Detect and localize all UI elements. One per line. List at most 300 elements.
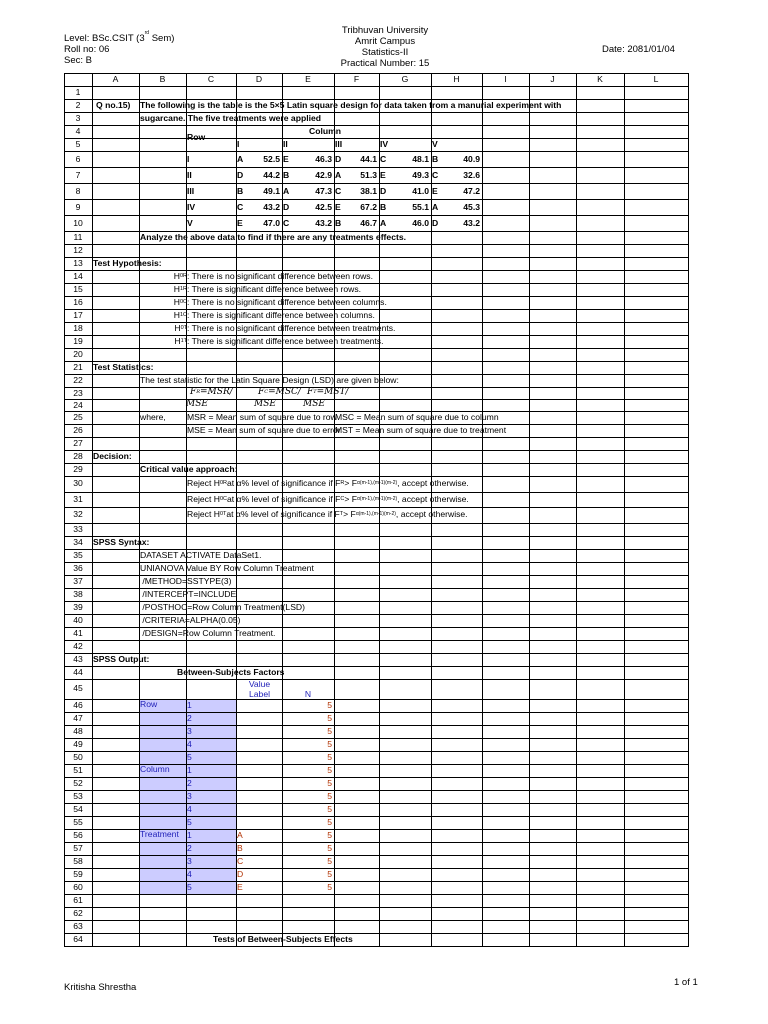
- table-col-header: III: [335, 139, 343, 150]
- grid-hline: [64, 881, 689, 882]
- column-header-k: K: [597, 74, 603, 85]
- row-number: 15: [73, 284, 83, 295]
- grid-hline: [64, 387, 689, 388]
- row-number: 12: [73, 245, 83, 256]
- hypothesis-label: [167, 309, 187, 322]
- row-number: 25: [73, 412, 83, 423]
- f-symbol: F: [190, 386, 197, 397]
- factor-level-n: 5: [327, 699, 332, 710]
- grid-hline: [64, 946, 689, 947]
- subject-text: Statistics-II: [361, 47, 409, 58]
- yield-value: 41.0: [412, 185, 429, 196]
- grid-hline: [64, 725, 689, 726]
- row-number: 23: [73, 387, 83, 398]
- factor-level-value: 2: [187, 842, 192, 853]
- f-denominator: MSE: [254, 398, 276, 409]
- row-number: 39: [73, 601, 83, 612]
- yield-value: 44.1: [360, 153, 377, 164]
- factor-level-label: [236, 738, 276, 751]
- factor-level-label: [236, 803, 276, 816]
- grid-hline: [64, 894, 689, 895]
- rule-gt: > F: [343, 509, 356, 520]
- row-number: 18: [73, 323, 83, 334]
- factor-level-value: 3: [187, 790, 192, 801]
- hypothesis-sub: 0T: [180, 324, 187, 331]
- hypothesis-h: H: [173, 297, 180, 308]
- column-header-j: J: [550, 74, 555, 85]
- f-subscript: T: [313, 388, 317, 395]
- grid-hline: [64, 244, 689, 245]
- yield-value: 45.3: [463, 201, 480, 212]
- factor-level-n: 5: [327, 881, 332, 892]
- treatment-letter: D: [283, 201, 290, 212]
- row-number: 32: [73, 509, 83, 520]
- factor-level-label: C: [237, 855, 244, 866]
- rule-mid: at α% level of significance if F: [226, 493, 341, 504]
- factor-level-value: 1: [187, 829, 192, 840]
- f-subscript: C: [264, 388, 269, 395]
- f-numerator: =MST/: [316, 386, 349, 397]
- treatment-letter: C: [335, 185, 342, 196]
- treatment-letter: B: [237, 185, 244, 196]
- hypothesis-h: H: [173, 271, 180, 282]
- yield-value: 44.2: [263, 169, 280, 180]
- yield-value: 32.6: [463, 169, 480, 180]
- grid-hline: [64, 712, 689, 713]
- table-col-header: I: [237, 139, 240, 150]
- syntax-line: /POSTHOC=Row Column Treatment(LSD): [140, 601, 305, 612]
- factor-level-n: 5: [327, 764, 332, 775]
- yield-value: 51.3: [360, 169, 377, 180]
- factor-name: Column: [140, 763, 170, 774]
- row-number: 26: [73, 425, 83, 436]
- row-number: 6: [75, 153, 81, 164]
- row-number: 63: [73, 920, 83, 931]
- table-row-label: V: [187, 217, 193, 228]
- hypothesis-label: [167, 283, 187, 296]
- factor-level-n: 5: [327, 829, 332, 840]
- rule-mid: at α% level of significance if F: [226, 509, 340, 520]
- syntax-line: UNIANOVA Value BY Row Column Treatment: [140, 562, 314, 573]
- msc-definition: MSC = Mean sum of square due to column: [335, 412, 499, 423]
- row-number: 20: [73, 349, 83, 360]
- row-number: 36: [73, 562, 83, 573]
- factor-level-n: 5: [327, 712, 332, 723]
- row-number: 61: [73, 894, 83, 905]
- syntax-line: /DESIGN=Row Column Treatment.: [140, 627, 276, 638]
- row-number: 27: [73, 438, 83, 449]
- factor-name: Row: [140, 698, 158, 709]
- mst-definition: MST = Mean sum of square due to treatment: [335, 425, 507, 436]
- yield-value: 38.1: [360, 185, 377, 196]
- factor-level-label: D: [237, 868, 244, 879]
- n-header: N: [304, 689, 312, 700]
- factor-level-n: 5: [327, 803, 332, 814]
- column-header-h: H: [453, 74, 460, 85]
- row-number: 8: [75, 185, 81, 196]
- row-number: 37: [73, 575, 83, 586]
- grid-hline: [64, 399, 689, 400]
- row-number: 28: [73, 451, 83, 462]
- row-number: 52: [73, 777, 83, 788]
- treatment-letter: D: [380, 185, 387, 196]
- factor-level-n: 5: [327, 868, 332, 879]
- factor-level-value: 2: [187, 712, 192, 723]
- question-line-2: sugarcane. The five treatments were applied: [140, 113, 322, 124]
- row-number: 33: [73, 523, 83, 534]
- value-label-line1: Value: [248, 678, 271, 689]
- yield-value: 67.2: [360, 201, 377, 212]
- syntax-line: DATASET ACTIVATE DataSet1.: [140, 549, 262, 560]
- f-numerator: =MSC/: [268, 386, 301, 397]
- row-number: 55: [73, 816, 83, 827]
- rule-h: 0T: [219, 511, 227, 517]
- row-number: 1: [75, 87, 81, 98]
- footer-page: 1 of 1: [674, 977, 698, 988]
- grid-hline: [64, 777, 689, 778]
- university-text: Tribhuvan University: [341, 25, 429, 36]
- grid-hline: [64, 450, 689, 451]
- column-header-a: A: [112, 74, 119, 85]
- grid-hline: [64, 738, 689, 739]
- hypothesis-text: : There is significant difference between rows.: [187, 284, 362, 295]
- factor-level-label: [236, 816, 276, 829]
- table-col-header: II: [283, 139, 288, 150]
- yield-value: 46.7: [360, 217, 377, 228]
- formula-ft: [306, 386, 376, 398]
- row-number: 45: [73, 683, 83, 694]
- treatment-letter: E: [237, 217, 243, 228]
- rule-post: , accept otherwise.: [397, 493, 469, 504]
- grid-hline: [64, 907, 689, 908]
- factor-level-value: 4: [187, 868, 192, 879]
- factor-level-label: [236, 712, 276, 725]
- f-symbol: F: [258, 386, 265, 397]
- row-number: 30: [73, 478, 83, 489]
- table-row-label: III: [187, 185, 195, 196]
- yield-value: 42.9: [315, 169, 332, 180]
- rule-post: , accept otherwise.: [397, 478, 469, 489]
- question-number: Q no.15): [96, 100, 131, 111]
- row-number: 3: [75, 113, 81, 124]
- yield-value: 49.3: [412, 169, 429, 180]
- statistics-title: Test Statistics:: [93, 362, 154, 373]
- grid-hline: [64, 437, 689, 438]
- factor-level-value: 4: [187, 738, 192, 749]
- column-header-d: D: [255, 74, 263, 85]
- where-text: where,: [140, 412, 166, 423]
- row-number: 60: [73, 881, 83, 892]
- decision-rule: [186, 476, 546, 492]
- hypothesis-sub: 1T: [180, 337, 187, 344]
- grid-hline: [64, 751, 689, 752]
- factor-level-value: 3: [187, 855, 192, 866]
- factor-level-n: 5: [327, 751, 332, 762]
- grid-hline: [64, 138, 689, 139]
- row-number: 29: [73, 464, 83, 475]
- row-number: 10: [73, 217, 83, 228]
- row-number: 19: [73, 336, 83, 347]
- header-center: [300, 25, 470, 69]
- row-number: 24: [73, 399, 83, 410]
- rule-h: 0R: [219, 480, 227, 486]
- table-row-label: II: [187, 169, 192, 180]
- row-number: 9: [75, 201, 81, 212]
- treatment-letter: C: [432, 169, 439, 180]
- f-symbol: F: [307, 386, 314, 397]
- grid-hline: [64, 523, 689, 524]
- f-subscript: R: [196, 388, 201, 395]
- hypothesis-label: [167, 296, 187, 309]
- factor-level-label: [236, 751, 276, 764]
- grid-hline: [64, 790, 689, 791]
- yield-value: 43.2: [315, 217, 332, 228]
- row-label: Row: [187, 132, 206, 143]
- row-number: 11: [73, 232, 83, 243]
- row-number: 38: [73, 588, 83, 599]
- rule-mid: at α% level of significance if F: [226, 478, 341, 489]
- column-header-b: B: [159, 74, 166, 85]
- hypothesis-sub: 0C: [179, 298, 187, 305]
- factor-level-value: 2: [187, 777, 192, 788]
- treatment-letter: D: [432, 217, 439, 228]
- rule-h: 0C: [219, 495, 227, 502]
- hypothesis-sub: 0R: [179, 272, 187, 279]
- row-number: 2: [75, 100, 81, 111]
- grid-hline: [64, 348, 689, 349]
- yield-value: 43.2: [463, 217, 480, 228]
- syntax-line: /INTERCEPT=INCLUDE: [140, 588, 237, 599]
- row-number: 58: [73, 855, 83, 866]
- factor-level-label: [236, 790, 276, 803]
- grid-hline: [64, 816, 689, 817]
- syntax-line: /CRITERIA=ALPHA(0.05): [140, 614, 241, 625]
- yield-value: 43.2: [263, 201, 280, 212]
- row-number: 57: [73, 842, 83, 853]
- hypothesis-h: H: [173, 310, 180, 321]
- grid-hline: [64, 920, 689, 921]
- factor-level-n: 5: [327, 855, 332, 866]
- row-number: 4: [75, 126, 81, 137]
- factor-level-n: 5: [327, 842, 332, 853]
- treatment-letter: C: [380, 153, 387, 164]
- row-number: 46: [73, 699, 83, 710]
- yield-value: 52.5: [263, 153, 280, 164]
- statistics-intro: The test statistic for the Latin Square Design (LSD) are given below:: [140, 375, 399, 386]
- rule-gt: > F: [344, 478, 358, 489]
- treatment-letter: A: [335, 169, 342, 180]
- f-denominator: MSE: [303, 398, 325, 409]
- factor-level-label: B: [237, 842, 243, 853]
- yield-value: 48.1: [412, 153, 429, 164]
- critical-approach: Critical value approach:: [140, 464, 238, 475]
- campus-text: Amrit Campus: [354, 36, 416, 47]
- yield-value: 40.9: [463, 153, 480, 164]
- table-col-header: V: [432, 139, 438, 150]
- row-number: 17: [73, 310, 83, 321]
- treatment-letter: A: [283, 185, 290, 196]
- column-header-f: F: [353, 74, 360, 85]
- hypothesis-sub: 1R: [179, 285, 187, 292]
- treatment-letter: D: [335, 153, 342, 164]
- treatment-letter: A: [380, 217, 387, 228]
- row-number: 31: [73, 493, 83, 504]
- hypothesis-text: : There is no significant difference between treatments.: [187, 323, 396, 334]
- rule-crit: α(m-1),(m-1)(m-2): [355, 511, 396, 518]
- row-number: 34: [73, 536, 83, 547]
- rule-f: R: [340, 480, 345, 486]
- column-header-c: C: [207, 74, 215, 85]
- yield-value: 46.0: [412, 217, 429, 228]
- decision-rule: [186, 492, 546, 508]
- treatment-letter: D: [237, 169, 244, 180]
- bsf-title: Between-Subjects Factors: [177, 666, 285, 677]
- row-number: 47: [73, 712, 83, 723]
- treatment-letter: A: [237, 153, 244, 164]
- value-label-line2: Label: [248, 688, 271, 699]
- treatment-letter: E: [380, 169, 386, 180]
- header-left: [64, 28, 174, 66]
- yield-value: 55.1: [412, 201, 429, 212]
- factor-level-value: 1: [187, 699, 192, 710]
- rule-pre: Reject H: [187, 478, 220, 489]
- table-row-label: I: [187, 153, 190, 164]
- column-header-g: G: [401, 74, 409, 85]
- decision-rule: [186, 507, 546, 523]
- rule-pre: Reject H: [187, 493, 220, 504]
- grid-hline: [64, 868, 689, 869]
- grid-hline: [64, 125, 689, 126]
- row-number: 48: [73, 725, 83, 736]
- rule-post: , accept otherwise.: [395, 509, 468, 520]
- treatment-letter: B: [432, 153, 439, 164]
- grid-hline: [64, 803, 689, 804]
- f-denominator: MSE: [186, 398, 208, 409]
- factor-level-n: 5: [327, 816, 332, 827]
- row-number: 64: [73, 933, 83, 944]
- row-number: 44: [73, 666, 83, 677]
- output-title: SPSS Output:: [93, 653, 150, 664]
- treatment-letter: C: [283, 217, 290, 228]
- spreadsheet: [64, 73, 688, 961]
- factor-level-value: 5: [187, 816, 192, 827]
- hypothesis-h: H: [173, 284, 180, 295]
- grid-hline: [64, 86, 689, 87]
- hypothesis-sub: 1C: [179, 311, 187, 318]
- treatment-letter: A: [432, 201, 439, 212]
- footer-name: Kritisha Shrestha: [64, 982, 137, 993]
- rule-gt: > F: [344, 493, 358, 504]
- factor-level-value: 5: [187, 881, 192, 892]
- factor-shade-b: [139, 699, 186, 894]
- factor-level-value: 5: [187, 751, 192, 762]
- hypothesis-text: : There is no significant difference between rows.: [187, 271, 373, 282]
- row-number: 56: [73, 829, 83, 840]
- row-number: 21: [73, 362, 83, 373]
- hypothesis-label: [167, 270, 187, 283]
- row-number: 5: [75, 139, 81, 150]
- hypothesis-text: : There is no significant difference between columns.: [187, 297, 387, 308]
- yield-value: 42.5: [315, 201, 332, 212]
- msr-definition: MSR = Mean sum of square due to row: [187, 412, 337, 423]
- factor-level-n: 5: [327, 790, 332, 801]
- row-number: 59: [73, 868, 83, 879]
- yield-value: 49.1: [263, 185, 280, 196]
- hypothesis-h: H: [174, 323, 181, 334]
- factor-level-value: 3: [187, 725, 192, 736]
- row-number: 22: [73, 375, 83, 386]
- row-number: 43: [73, 653, 83, 664]
- treatment-letter: E: [432, 185, 438, 196]
- factor-level-label: E: [237, 881, 243, 892]
- yield-value: 47.0: [263, 217, 280, 228]
- rule-pre: Reject H: [187, 509, 220, 520]
- row-number: 7: [75, 169, 81, 180]
- grid-hline: [64, 679, 689, 680]
- analyze-text: Analyze the above data to find if there are any treatments effects.: [140, 232, 407, 243]
- factor-level-n: 5: [327, 725, 332, 736]
- column-header-e: E: [305, 74, 311, 85]
- grid-hline: [64, 666, 689, 667]
- column-label: Column: [309, 126, 341, 137]
- factor-level-label: [236, 699, 276, 712]
- factor-level-label: [236, 777, 276, 790]
- factor-level-label: [236, 725, 276, 738]
- row-number: 53: [73, 790, 83, 801]
- level-text: Level: BSc.CSIT (3rd Sem): [64, 30, 175, 44]
- row-number: 62: [73, 907, 83, 918]
- syntax-line: /METHOD=SSTYPE(3): [140, 575, 232, 586]
- row-number: 13: [73, 258, 83, 269]
- column-header-l: L: [653, 74, 659, 85]
- yield-value: 47.2: [463, 185, 480, 196]
- grid-hline: [64, 855, 689, 856]
- table-col-header: IV: [380, 139, 389, 150]
- factor-level-value: 4: [187, 803, 192, 814]
- hypothesis-title: Test Hypothesis:: [93, 258, 162, 269]
- practical-text: Practical Number: 15: [340, 58, 430, 69]
- rule-f: T: [339, 511, 344, 517]
- row-number: 35: [73, 549, 83, 560]
- row-number: 54: [73, 803, 83, 814]
- treatment-letter: B: [335, 217, 342, 228]
- rule-crit: α(m-1),(m-1)(m-2): [357, 480, 398, 487]
- sec-text: Sec: B: [64, 55, 92, 66]
- mse-definition: MSE = Mean sum of square due to error: [187, 425, 341, 436]
- row-number: 41: [73, 627, 83, 638]
- row-number: 50: [73, 751, 83, 762]
- row-number: 49: [73, 738, 83, 749]
- row-number: 16: [73, 297, 83, 308]
- decision-title: Decision:: [93, 451, 132, 462]
- column-header-i: I: [504, 74, 507, 85]
- factor-level-n: 5: [327, 738, 332, 749]
- factor-level-value: 1: [187, 764, 192, 775]
- treatment-letter: E: [283, 153, 289, 164]
- treatment-letter: B: [283, 169, 290, 180]
- row-number: 14: [73, 271, 83, 282]
- row-number: 51: [73, 764, 83, 775]
- treatment-letter: E: [335, 201, 341, 212]
- syntax-title: SPSS Syntax:: [93, 536, 150, 547]
- rule-crit: α(m-1),(m-1)(m-2): [357, 495, 398, 502]
- grid-hline: [64, 842, 689, 843]
- treatment-letter: C: [237, 201, 244, 212]
- hypothesis-label: [167, 322, 187, 335]
- treatment-letter: B: [380, 201, 387, 212]
- roll-text: Roll no: 06: [64, 44, 110, 55]
- row-number: 40: [73, 614, 83, 625]
